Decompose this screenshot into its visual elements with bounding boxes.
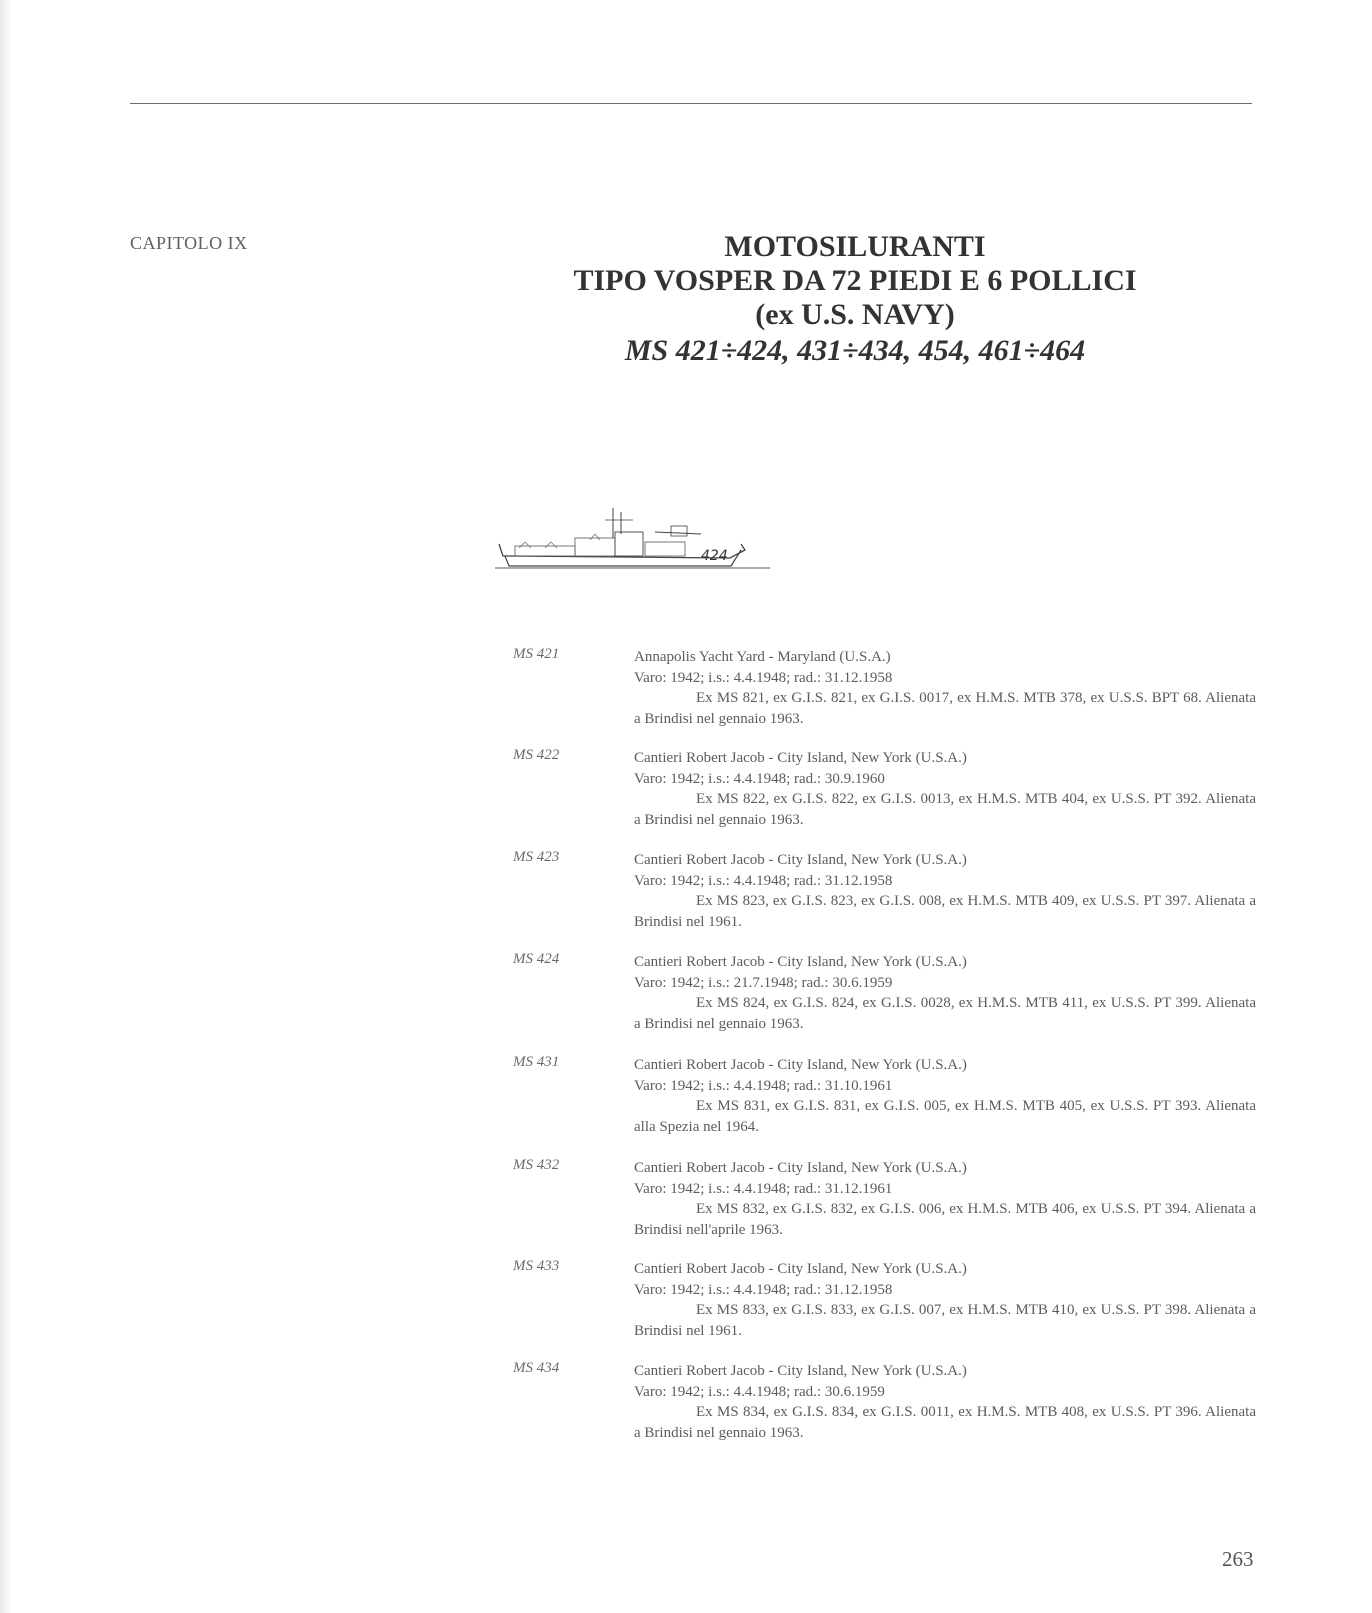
vessel-history: Ex MS 832, ex G.I.S. 832, ex G.I.S. 006, ex H.M.S. MTB 406, ex U.S.S. PT 394. Alienata a Brindisi nell'aprile 1963.: [634, 1201, 1256, 1238]
vessel-history: Ex MS 833, ex G.I.S. 833, ex G.I.S. 007, ex H.M.S. MTB 410, ex U.S.S. PT 398. Alienata a Brindisi nel 1961.: [634, 1302, 1256, 1339]
vessel-designation: MS 433: [513, 1258, 560, 1274]
vessel-shipyard: Cantieri Robert Jacob - City Island, New York (U.S.A.): [634, 1261, 967, 1277]
vessel-entry: [0, 1258, 1372, 1354]
vessel-entry: [0, 1360, 1372, 1456]
vessel-dates: Varo: 1942; i.s.: 4.4.1948; rad.: 30.6.1959: [634, 1384, 885, 1400]
vessel-designation: MS 432: [513, 1157, 560, 1173]
title-line-2: TIPO VOSPER DA 72 PIEDI E 6 POLLICI: [573, 264, 1137, 297]
chapter-heading: CAPITOLO IX: [130, 233, 248, 253]
vessel-entry: [0, 1157, 1372, 1253]
vessel-dates: Varo: 1942; i.s.: 4.4.1948; rad.: 31.12.1958: [634, 670, 893, 686]
title-block: [560, 230, 1150, 368]
vessel-designation: MS 434: [513, 1360, 560, 1376]
page-number: 263: [1222, 1547, 1254, 1571]
vessel-designation: MS 424: [513, 951, 560, 967]
vessel-dates: Varo: 1942; i.s.: 4.4.1948; rad.: 31.10.1961: [634, 1078, 893, 1094]
ship-hull-number: 424: [701, 548, 728, 564]
vessel-shipyard: Cantieri Robert Jacob - City Island, New York (U.S.A.): [634, 750, 967, 766]
vessel-entry: [0, 646, 1372, 742]
title-line-1: MOTOSILURANTI: [724, 230, 986, 263]
vessel-dates: Varo: 1942; i.s.: 4.4.1948; rad.: 31.12.1958: [634, 873, 893, 889]
vessel-designation: MS 421: [513, 646, 560, 662]
vessel-shipyard: Cantieri Robert Jacob - City Island, New York (U.S.A.): [634, 954, 967, 970]
ship-profile-drawing: [495, 508, 775, 574]
title-line-3: (ex U.S. NAVY): [755, 298, 955, 331]
vessel-entry: [0, 747, 1372, 843]
vessel-history: Ex MS 821, ex G.I.S. 821, ex G.I.S. 0017, ex H.M.S. MTB 378, ex U.S.S. BPT 68. Alienata a Brindisi nel gennaio 1963.: [634, 690, 1256, 727]
vessel-shipyard: Cantieri Robert Jacob - City Island, New York (U.S.A.): [634, 852, 967, 868]
vessel-dates: Varo: 1942; i.s.: 4.4.1948; rad.: 31.12.1958: [634, 1282, 893, 1298]
vessel-shipyard: Cantieri Robert Jacob - City Island, New York (U.S.A.): [634, 1363, 967, 1379]
title-line-4: MS 421÷424, 431÷434, 454, 461÷464: [624, 334, 1086, 367]
vessel-history: Ex MS 824, ex G.I.S. 824, ex G.I.S. 0028, ex H.M.S. MTB 411, ex U.S.S. PT 399. Alienata a Brindisi nel gennaio 1963.: [634, 995, 1256, 1032]
vessel-history: Ex MS 834, ex G.I.S. 834, ex G.I.S. 0011, ex H.M.S. MTB 408, ex U.S.S. PT 396. Alienata a Brindisi nel gennaio 1963.: [634, 1404, 1256, 1441]
vessel-dates: Varo: 1942; i.s.: 21.7.1948; rad.: 30.6.1959: [634, 975, 893, 991]
vessel-shipyard: Annapolis Yacht Yard - Maryland (U.S.A.): [634, 649, 891, 665]
vessel-designation: MS 431: [513, 1054, 560, 1070]
vessel-dates: Varo: 1942; i.s.: 4.4.1948; rad.: 31.12.1961: [634, 1181, 893, 1197]
vessel-history: Ex MS 823, ex G.I.S. 823, ex G.I.S. 008, ex H.M.S. MTB 409, ex U.S.S. PT 397. Alienata a Brindisi nel 1961.: [634, 893, 1256, 930]
vessel-entry: [0, 849, 1372, 945]
vessel-history: Ex MS 822, ex G.I.S. 822, ex G.I.S. 0013, ex H.M.S. MTB 404, ex U.S.S. PT 392. Alienata a Brindisi nel gennaio 1963.: [634, 791, 1256, 828]
vessel-entry: [0, 1054, 1372, 1150]
vessel-designation: MS 423: [513, 849, 560, 865]
header-rule: [130, 103, 1252, 104]
vessel-dates: Varo: 1942; i.s.: 4.4.1948; rad.: 30.9.1960: [634, 771, 885, 787]
vessel-history: Ex MS 831, ex G.I.S. 831, ex G.I.S. 005, ex H.M.S. MTB 405, ex U.S.S. PT 393. Alienata alla Spezia nel 1964.: [634, 1098, 1256, 1135]
vessel-designation: MS 422: [513, 747, 560, 763]
vessel-entry: [0, 951, 1372, 1047]
vessel-shipyard: Cantieri Robert Jacob - City Island, New York (U.S.A.): [634, 1160, 967, 1176]
vessel-shipyard: Cantieri Robert Jacob - City Island, New York (U.S.A.): [634, 1057, 967, 1073]
